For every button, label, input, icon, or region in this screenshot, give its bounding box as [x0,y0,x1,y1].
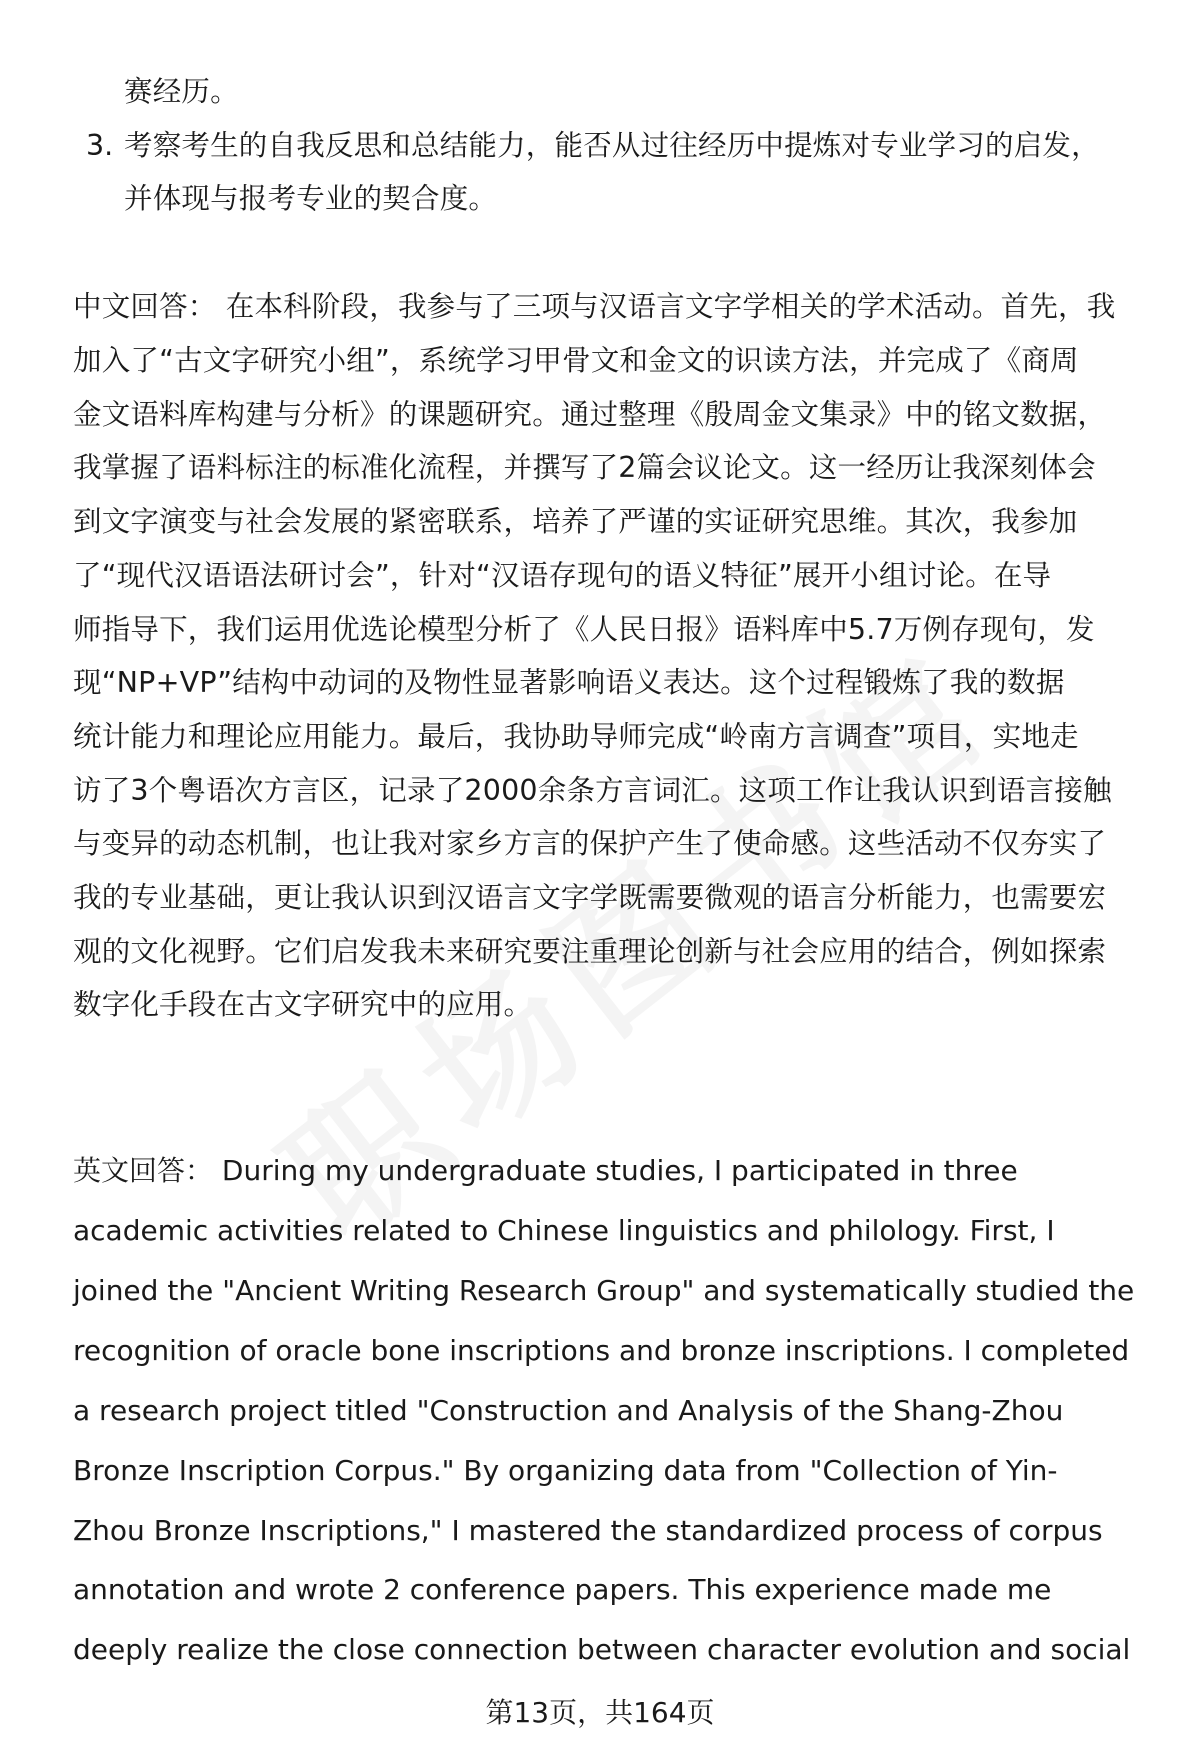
paragraph-line: 统计能力和理论应用能力。最后，我协助导师完成“岭南方言调查”项目，实地走 [73,720,1079,753]
paragraph-line: 我掌握了语料标注的标准化流程，并撰写了2篇会议论文。这一经历让我深刻体会 [73,451,1096,484]
paragraph-line: 访了3个粤语次方言区，记录了2000余条方言词汇。这项工作让我认识到语言接触 [73,774,1112,807]
paragraph-line: Zhou Bronze Inscriptions," I mastered the standardized process of corpus [73,1514,1103,1547]
paragraph-line: 与变异的动态机制，也让我对家乡方言的保护产生了使命感。这些活动不仅夯实了 [73,827,1107,860]
paragraph-line: 了“现代汉语语法研讨会”，针对“汉语存现句的语义特征”展开小组讨论。在导 [73,559,1052,592]
paragraph-line: deeply realize the close connection between character evolution and social [73,1633,1131,1666]
paragraph-line: 观的文化视野。它们启发我未来研究要注重理论创新与社会应用的结合，例如探索 [73,935,1107,968]
paragraph-line: 师指导下，我们运用优选论模型分析了《人民日报》语料库中5.7万例存现句，发 [73,613,1095,646]
paragraph-line: a research project titled "Construction and Analysis of the Shang-Zhou [73,1394,1064,1427]
paragraph-line: 到文字演变与社会发展的紧密联系，培养了严谨的实证研究思维。其次，我参加 [73,505,1078,538]
paragraph-line: 数字化手段在古文字研究中的应用。 [73,988,533,1021]
list-item-text-line: 考察考生的自我反思和总结能力，能否从过往经历中提炼对专业学习的启发， [124,129,1100,162]
intro-continuation: 赛经历。 [124,75,239,108]
paragraph-line: academic activities related to Chinese linguistics and philology. First, I [73,1214,1055,1247]
paragraph-line: recognition of oracle bone inscriptions and bronze inscriptions. I completed [73,1334,1130,1367]
paragraph-line: 中文回答： 在本科阶段，我参与了三项与汉语言文字学相关的学术活动。首先，我 [73,290,1116,323]
paragraph-line: annotation and wrote 2 conference papers. This experience made me [73,1573,1052,1606]
page-number: 第13页，共164页 [485,1696,715,1729]
list-item-number: 3. [86,129,114,162]
paragraph-line: 英文回答： During my undergraduate studies, I participated in three [73,1154,1018,1187]
paragraph-line: joined the "Ancient Writing Research Group" and systematically studied the [73,1274,1135,1307]
paragraph-line: Bronze Inscription Corpus." By organizing data from "Collection of Yin- [73,1454,1058,1487]
paragraph-line: 加入了“古文字研究小组”，系统学习甲骨文和金文的识读方法，并完成了《商周 [73,344,1079,377]
list-item-text-line: 并体现与报考专业的契合度。 [124,182,498,215]
paragraph-line: 金文语料库构建与分析》的课题研究。通过整理《殷周金文集录》中的铭文数据， [73,398,1107,431]
paragraph-line: 我的专业基础，更让我认识到汉语言文字学既需要微观的语言分析能力，也需要宏 [73,881,1107,914]
paragraph-line: 现“NP+VP”结构中动词的及物性显著影响语义表达。这个过程锻炼了我的数据 [73,666,1065,699]
